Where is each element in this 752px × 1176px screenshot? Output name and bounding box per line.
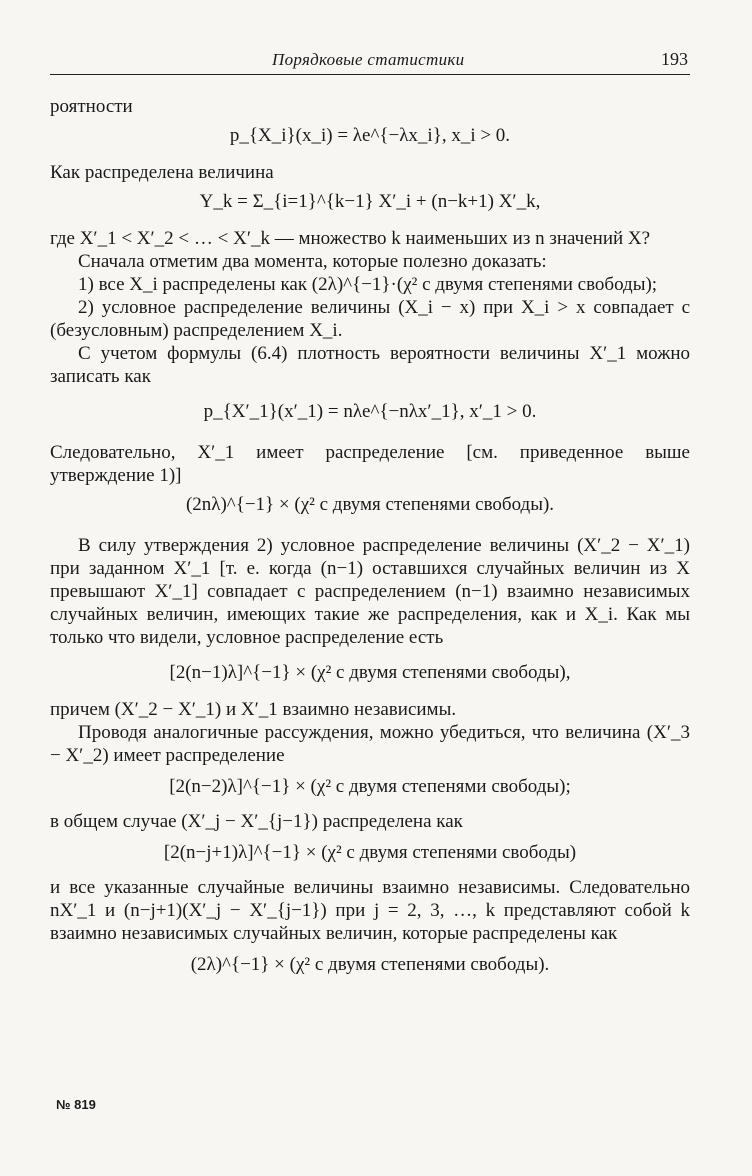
paragraph: роятности bbox=[50, 96, 133, 117]
equation-8: (2λ)^{−1} × (χ² с двумя степенями свободы). bbox=[190, 954, 550, 975]
equation-3: p_{X′_1}(x′_1) = nλe^{−nλx′_1}, x′_1 > 0. bbox=[203, 401, 537, 422]
equation-1: p_{X_i}(x_i) = λe^{−λx_i}, x_i > 0. bbox=[229, 125, 511, 146]
equation-7: [2(n−j+1)λ]^{−1} × (χ² с двумя степенями свободы) bbox=[163, 842, 577, 863]
paragraph: в общем случае (X′_j − X′_{j−1}) распределена как bbox=[50, 811, 463, 832]
book-page bbox=[50, 48, 690, 976]
paragraph: Как распределена величина bbox=[50, 162, 274, 183]
equation-2: Y_k = Σ_{i=1}^{k−1} X′_i + (n−k+1) X′_k, bbox=[199, 191, 541, 212]
list-item: 1) все X_i распределены как (2λ)^{−1}·(χ² с двумя степенями свободы); bbox=[78, 274, 658, 295]
paragraph: Следовательно, X′_1 имеет распределение [см. приведенное выше утверждение 1)] bbox=[50, 442, 690, 486]
list-item: 2) условное распределение величины (X_i − x) при X_i > x совпадает с (безусловным) распределением X_i. bbox=[50, 297, 690, 341]
paragraph: Проводя аналогичные рассуждения, можно убедиться, что величина (X′_3 − X′_2) имеет распределение bbox=[50, 722, 690, 766]
paragraph: причем (X′_2 − X′_1) и X′_1 взаимно независимы. bbox=[50, 699, 457, 720]
running-title: Порядковые статистики bbox=[272, 50, 465, 69]
paragraph: С учетом формулы (6.4) плотность вероятности величины X′_1 можно записать как bbox=[50, 343, 690, 387]
page-header bbox=[50, 48, 690, 75]
equation-5: [2(n−1)λ]^{−1} × (χ² с двумя степенями свободы), bbox=[169, 662, 571, 683]
equation-6: [2(n−2)λ]^{−1} × (χ² с двумя степенями свободы); bbox=[169, 776, 571, 797]
equation-4: (2nλ)^{−1} × (χ² с двумя степенями свободы). bbox=[185, 494, 555, 515]
paragraph: В силу утверждения 2) условное распределение величины (X′_2 − X′_1) при заданном X′_1 [т. е. когда (n−1) оставшихся случайных величин из X превышают X′_1] совпадает с распределением (n−1) взаимно независимых случайных величин, имеющих такие же распределения, как и X_i. Как мы только что видели, условное распределение есть bbox=[50, 535, 690, 648]
paragraph: и все указанные случайные величины взаимно независимы. Следовательно nX′_1 и (n−j+1)(X′_j − X′_{j−1}) при j = 2, 3, …, k представляют собой k взаимно независимых случайных величин, которые распределены как bbox=[50, 877, 690, 944]
printer-signature: № 819 bbox=[56, 1097, 96, 1112]
paragraph: где X′_1 < X′_2 < … < X′_k — множество k наименьших из n значений X? bbox=[50, 228, 651, 249]
paragraph: Сначала отметим два момента, которые полезно доказать: bbox=[78, 251, 547, 272]
page-number: 193 bbox=[661, 49, 688, 69]
